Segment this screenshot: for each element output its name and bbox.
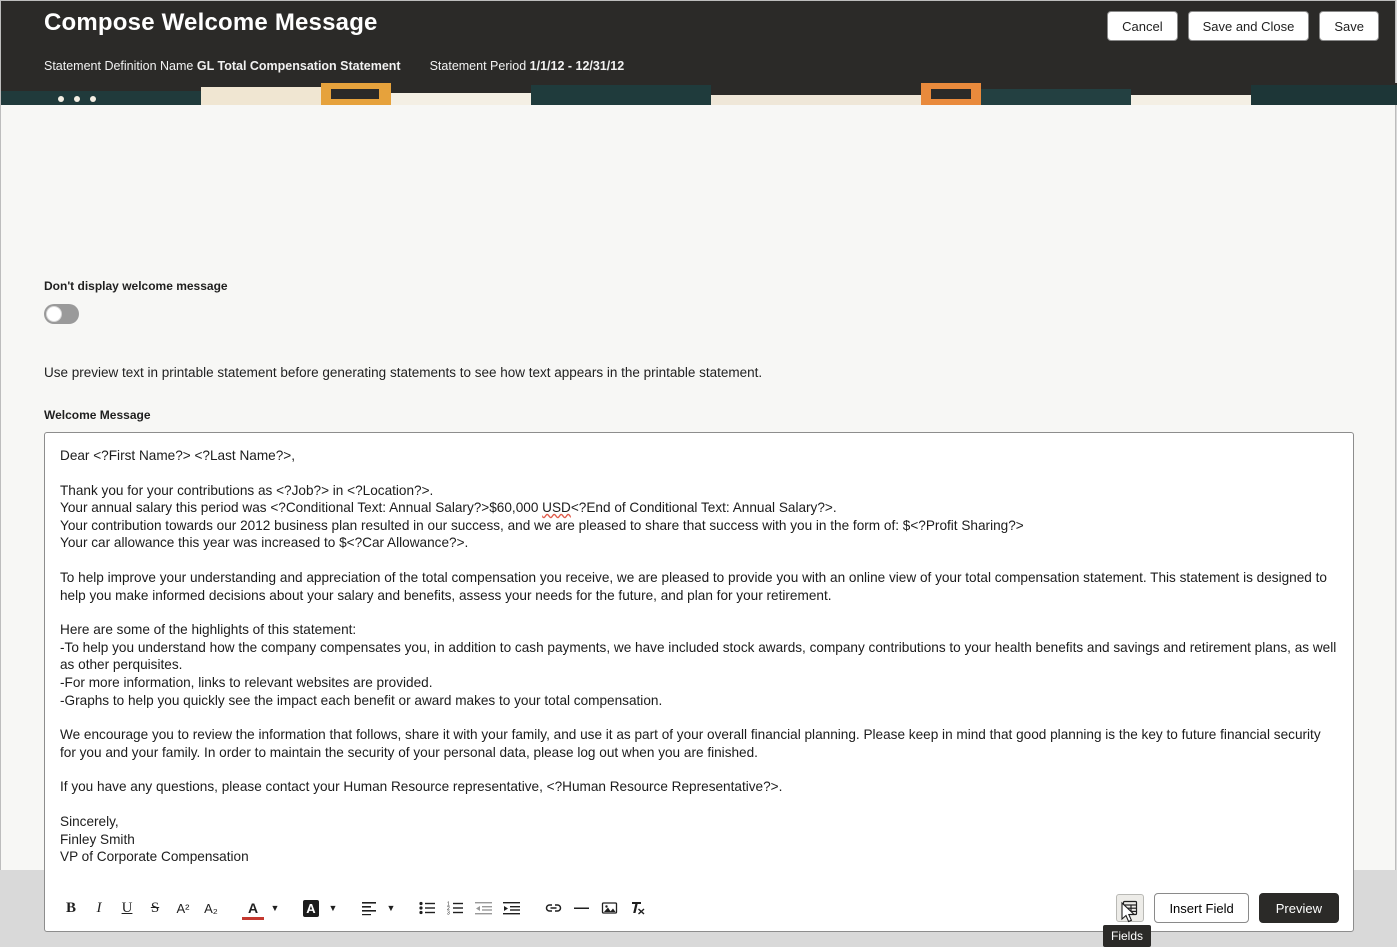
message-salutation: Dear <?First Name?> <?Last Name?>, <box>60 448 295 463</box>
fields-icon[interactable] <box>1116 894 1144 922</box>
welcome-message-label: Welcome Message <box>44 408 151 422</box>
preview-button[interactable]: Preview <box>1259 893 1339 923</box>
message-paragraph-5: If you have any questions, please contact your Human Resource representative, <?Human Resource Representative?>. <box>60 779 783 795</box>
message-line-car-allowance: Your car allowance this year was increased to $<?Car Allowance?>. <box>60 535 469 551</box>
insert-group <box>539 894 651 922</box>
message-highlights-intro: Here are some of the highlights of this statement: <box>60 622 357 638</box>
statement-definition-value: GL Total Compensation Statement <box>196 59 401 73</box>
save-button[interactable]: Save <box>1319 11 1379 41</box>
alignment-group <box>355 894 399 922</box>
decrease-indent-icon[interactable] <box>469 894 497 922</box>
horizontal-rule-icon[interactable] <box>567 894 595 922</box>
increase-indent-icon[interactable] <box>497 894 525 922</box>
bulleted-list-icon[interactable] <box>413 894 441 922</box>
superscript-button[interactable]: A² <box>169 894 197 922</box>
text-color-group <box>239 894 283 922</box>
save-and-close-button[interactable]: Save and Close <box>1188 11 1310 41</box>
message-highlight-3: -Graphs to help you quickly see the impact each benefit or award makes to your total compensation. <box>60 692 663 708</box>
statement-period-label: Statement Period <box>429 59 527 73</box>
strikethrough-button[interactable]: S <box>141 894 169 922</box>
subscript-button[interactable]: A₂ <box>197 894 225 922</box>
text-color-icon[interactable]: A <box>239 894 267 922</box>
link-icon[interactable] <box>539 894 567 922</box>
text-color-chevron-down-icon[interactable]: ▼ <box>270 903 280 913</box>
header-actions <box>1107 11 1379 41</box>
editor-toolbar-actions <box>1116 893 1343 923</box>
message-line-salary <box>60 499 1339 517</box>
highlight-chevron-down-icon[interactable]: ▼ <box>328 903 338 913</box>
dont-display-welcome-label: Don't display welcome message <box>44 279 228 293</box>
insert-field-button[interactable]: Insert Field <box>1154 893 1248 923</box>
message-paragraph-4: We encourage you to review the information that follows, share it with your family, and use it as part of your overall financial planning. Please keep in mind that good planning is the key to future financial security for you and your family. In order to maintain the security of your personal data, please log out when you are finished. <box>60 727 1321 760</box>
underline-button[interactable]: U <box>113 894 141 922</box>
svg-text:3: 3 <box>446 910 450 917</box>
message-sign-name: Finley Smith <box>60 831 135 847</box>
clear-format-icon[interactable] <box>623 894 651 922</box>
message-paragraph-2: To help improve your understanding and appreciation of the total compensation you receive, we are pleased to provide you with an online view of your total compensation statement. This statement is designed to help you make informed decisions about your salary and benefits, assess your needs for the future, and plan for your retirement. <box>60 569 1327 603</box>
highlight-color-icon[interactable] <box>297 894 325 922</box>
svg-text:2: 2 <box>446 906 450 912</box>
welcome-message-editor[interactable] <box>44 432 1354 932</box>
highlight-swatch: A <box>303 900 319 917</box>
list-group <box>413 894 525 922</box>
preview-hint-text: Use preview text in printable statement before generating statements to see how text appears in the printable statement. <box>44 365 763 380</box>
header-metadata <box>44 59 624 73</box>
fields-tooltip: Fields <box>1103 925 1151 947</box>
message-highlight-1: -To help you understand how the company compensates you, in addition to cash payments, we have included stock awards, company contributions to your health benefits and savings and retirement plans, as well as other perquisites. <box>60 639 1337 673</box>
cancel-button[interactable]: Cancel <box>1107 11 1177 41</box>
decorative-banner <box>1 83 1395 105</box>
bold-button[interactable]: B <box>57 894 85 922</box>
message-highlight-2: -For more information, links to relevant websites are provided. <box>60 674 433 690</box>
salary-text-a: Your annual salary this period was <?Conditional Text: Annual Salary?>$60,000 <box>60 500 543 516</box>
toggle-knob <box>46 306 62 322</box>
editor-text-area[interactable] <box>45 433 1353 885</box>
italic-button[interactable]: I <box>85 894 113 922</box>
highlight-color-group <box>297 894 341 922</box>
message-signoff: Sincerely, <box>60 813 119 829</box>
statement-definition-label: Statement Definition Name <box>44 59 194 73</box>
editor-toolbar <box>45 885 1353 931</box>
page-title: Compose Welcome Message <box>44 9 378 36</box>
align-left-icon[interactable] <box>355 894 383 922</box>
numbered-list-icon[interactable] <box>441 894 469 922</box>
salary-text-b: <?End of Conditional Text: Annual Salary?>. <box>570 500 837 516</box>
align-chevron-down-icon[interactable]: ▼ <box>386 903 396 913</box>
page-header <box>1 1 1395 105</box>
text-style-group <box>57 894 225 922</box>
dont-display-welcome-toggle[interactable] <box>44 304 79 324</box>
statement-period-value: 1/1/12 - 12/31/12 <box>529 59 625 73</box>
svg-text:1: 1 <box>446 901 450 908</box>
insert-image-icon[interactable] <box>595 894 623 922</box>
salary-text-misspelled: USD <box>542 500 571 516</box>
page-body <box>1 105 1395 943</box>
message-line-profit-sharing: Your contribution towards our 2012 business plan resulted in our success, and we are pleased to share that success with you in the form of: $<?Profit Sharing?> <box>60 517 1024 533</box>
message-sign-title: VP of Corporate Compensation <box>60 849 249 865</box>
message-line-job: Thank you for your contributions as <?Job?> in <?Location?>. <box>60 482 434 498</box>
